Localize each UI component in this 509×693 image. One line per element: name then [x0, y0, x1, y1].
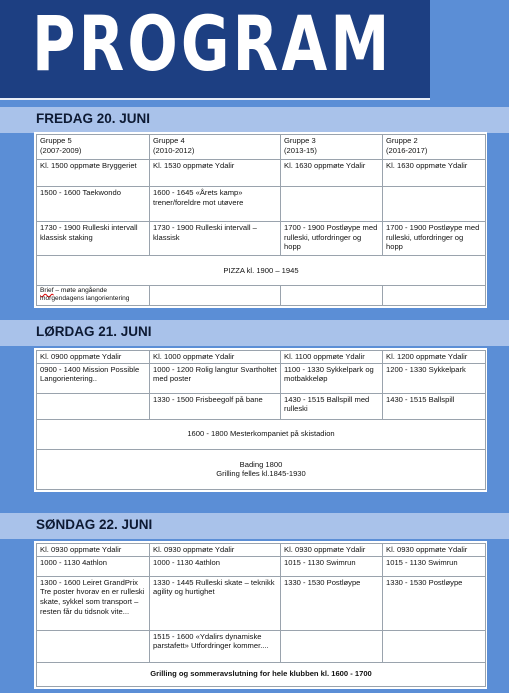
- page-title: PROGRAM: [32, 0, 393, 88]
- table-cell: 1600 - 1645 «Årets kamp» trener/foreldre mot utøvere: [150, 187, 281, 222]
- table-row: [37, 135, 486, 160]
- closing-cell: Grilling og sommeravslutning for hele klubben kl. 1600 - 1700: [37, 662, 486, 686]
- table-cell: [281, 286, 383, 306]
- table-row: [37, 222, 486, 256]
- table-cell: 1330 - 1530 Postløype: [383, 576, 486, 630]
- schedule-table-lordag: [36, 350, 485, 490]
- table-cell: [150, 286, 281, 306]
- table-cell: 1100 - 1330 Sykkelpark og motbakkeløp: [281, 363, 383, 393]
- table-cell: 1200 - 1330 Sykkelpark: [383, 363, 486, 393]
- table-cell: Kl. 1530 oppmøte Ydalir: [150, 160, 281, 187]
- table-row: [37, 556, 486, 576]
- table-row: [37, 393, 486, 419]
- table-cell: Kl. 0930 oppmøte Ydalir: [281, 544, 383, 557]
- section-heading-lordag: [0, 320, 509, 346]
- table-cell: [37, 393, 150, 419]
- group-header: Gruppe 2 (2016-2017): [383, 135, 486, 160]
- table-row: [37, 630, 486, 662]
- table-cell: 1330 - 1500 Frisbeegolf på bane: [150, 393, 281, 419]
- schedule-table-sondag: [36, 543, 485, 687]
- table-row: [37, 419, 486, 449]
- day-heading: FREDAG 20. JUNI: [36, 111, 151, 126]
- table-row: [37, 363, 486, 393]
- table-cell: [383, 286, 486, 306]
- table-cell: Kl. 1630 oppmøte Ydalir: [281, 160, 383, 187]
- table-cell: 1015 - 1130 Swimrun: [281, 556, 383, 576]
- table-cell: Kl. 0930 oppmøte Ydalir: [383, 544, 486, 557]
- table-row: [37, 256, 486, 286]
- table-row: [37, 576, 486, 630]
- schedule-table-fredag: [36, 134, 485, 306]
- table-cell: Kl. 1200 oppmøte Ydalir: [383, 351, 486, 364]
- table-cell: 0900 - 1400 Mission Possible Langorientering..: [37, 363, 150, 393]
- day-heading: LØRDAG 21. JUNI: [36, 324, 152, 339]
- table-cell: 1430 - 1515 Ballspill med rulleski: [281, 393, 383, 419]
- pizza-cell: PIZZA kl. 1900 – 1945: [37, 256, 486, 286]
- table-cell: Kl. 1100 oppmøte Ydalir: [281, 351, 383, 364]
- bading-cell: Bading 1800 Grilling felles kl.1845-1930: [37, 449, 486, 489]
- table-cell: 1300 - 1600 Leiret GrandPrix Tre poster hvorav en er rulleski skate, sykkel som transport – resten får du tidsnok vite...: [37, 576, 150, 630]
- brief-cell: Brief – møte angående morgendagens langorientering: [37, 286, 150, 306]
- table-cell: Kl. 0930 oppmøte Ydalir: [150, 544, 281, 557]
- table-row: [37, 286, 486, 306]
- table-cell: 1000 - 1130 4athlon: [150, 556, 281, 576]
- program-header: [0, 0, 430, 100]
- table-cell: [37, 630, 150, 662]
- table-cell: 1430 - 1515 Ballspill: [383, 393, 486, 419]
- mesterkompaniet-cell: 1600 - 1800 Mesterkompaniet på skistadion: [37, 419, 486, 449]
- table-cell: Kl. 1630 oppmøte Ydalir: [383, 160, 486, 187]
- group-header: Gruppe 5 (2007-2009): [37, 135, 150, 160]
- table-cell: [281, 630, 383, 662]
- table-cell: 1330 - 1530 Postløype: [281, 576, 383, 630]
- section-heading-fredag: [0, 107, 509, 133]
- table-cell: 1330 - 1445 Rulleski skate – teknikk agility og hurtighet: [150, 576, 281, 630]
- table-cell: [383, 630, 486, 662]
- table-cell: 1700 - 1900 Postløype med rulleski, utfordringer og hopp: [383, 222, 486, 256]
- table-cell: 1015 - 1130 Swimrun: [383, 556, 486, 576]
- table-row: [37, 187, 486, 222]
- table-cell: Kl. 0900 oppmøte Ydalir: [37, 351, 150, 364]
- group-header: Gruppe 4 (2010-2012): [150, 135, 281, 160]
- table-cell: 1515 - 1600 «Ydalirs dynamiske parstafett» Utfordringer kommer....: [150, 630, 281, 662]
- table-row: [37, 662, 486, 686]
- table-cell: 1730 - 1900 Rulleski intervall – klassisk: [150, 222, 281, 256]
- section-heading-sondag: [0, 513, 509, 539]
- table-cell: 1730 - 1900 Rulleski intervall klassisk staking: [37, 222, 150, 256]
- table-cell: 1500 - 1600 Taekwondo: [37, 187, 150, 222]
- table-cell: 1700 - 1900 Postløype med rulleski, utfordringer og hopp: [281, 222, 383, 256]
- table-row: [37, 351, 486, 364]
- table-cell: [383, 187, 486, 222]
- table-cell: Kl. 1000 oppmøte Ydalir: [150, 351, 281, 364]
- table-cell: 1000 - 1130 4athlon: [37, 556, 150, 576]
- table-row: [37, 544, 486, 557]
- table-cell: Kl. 0930 oppmøte Ydalir: [37, 544, 150, 557]
- table-cell: 1000 - 1200 Rolig langtur Svartholtet med poster: [150, 363, 281, 393]
- group-header: Gruppe 3 (2013-15): [281, 135, 383, 160]
- table-cell: [281, 187, 383, 222]
- table-row: [37, 160, 486, 187]
- day-heading: SØNDAG 22. JUNI: [36, 517, 153, 532]
- table-row: [37, 449, 486, 489]
- table-cell: Kl. 1500 oppmøte Bryggeriet: [37, 160, 150, 187]
